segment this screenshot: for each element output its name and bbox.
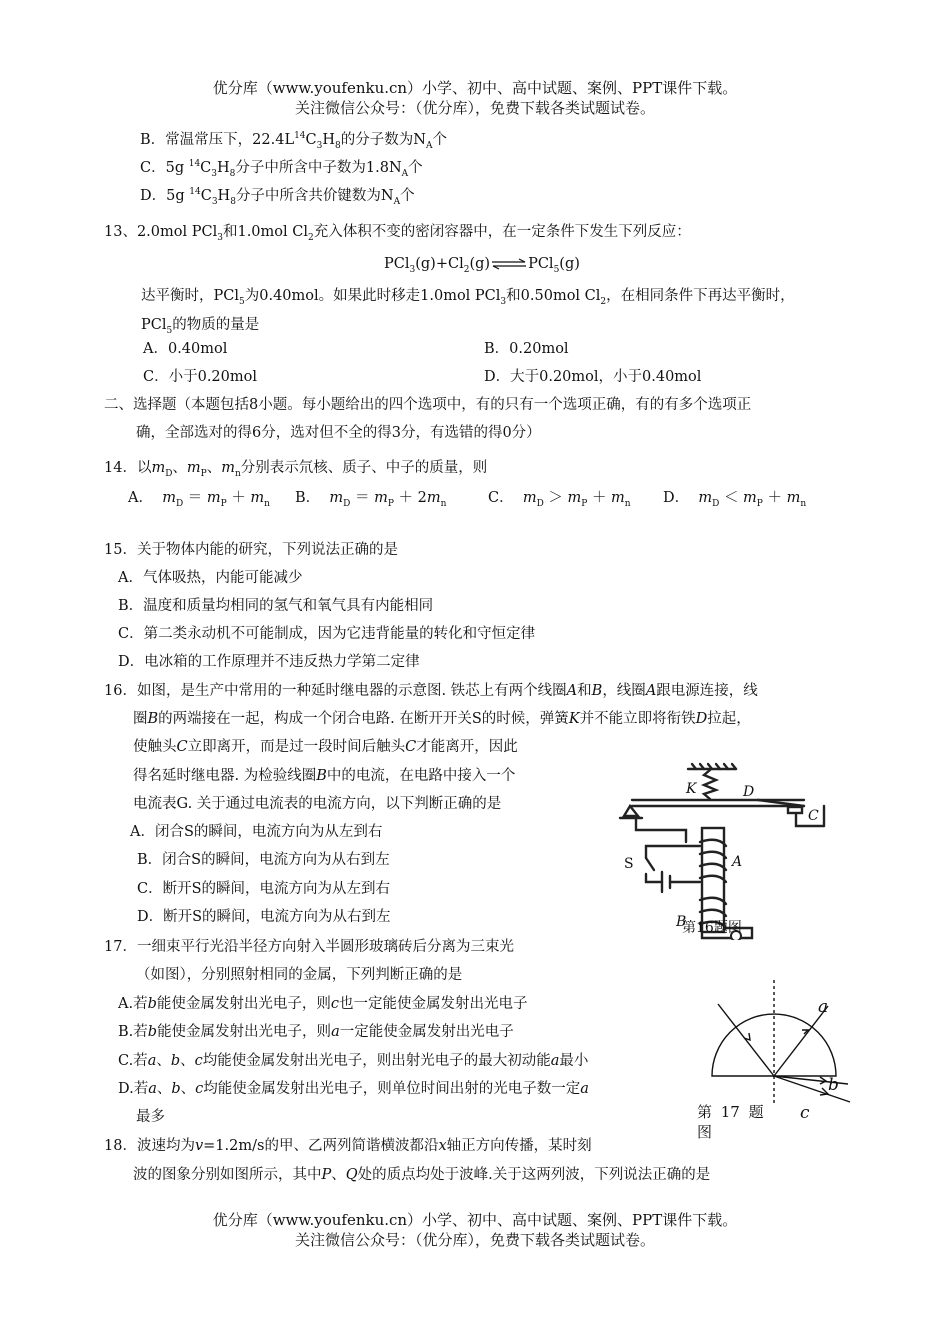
q16-option-a: A．闭合S的瞬间，电流方向为从左到右 [130, 824, 383, 840]
q13-option-a: A．0.40mol [143, 341, 228, 357]
q13-stem: 13、2.0mol PCl$_3$和1.0mol $Cl_2$充入体积不变的密闭容器中，在一定条件下发生下列反应： [104, 224, 691, 243]
q15-option-b: B．温度和质量均相同的氢气和氧气具有内能相同 [118, 598, 434, 614]
q16-line-4: 得名延时继电器. 为检验线圈B中的电流，在电路中接入一个 [133, 768, 516, 784]
q16-relay-diagram [618, 762, 832, 940]
fig17-label-c: c [800, 1103, 810, 1123]
q18-line-1: 18．波速均为v=1.2m/s的甲、乙两列简谐横波都沿x轴正方向传播，某时刻 [104, 1138, 592, 1154]
q13-line-2: 达平衡时，PCl$_5$为0.40mol。如果此时移走1.0mol PCl$_3$和0.50mol $Cl_2$，在相同条件下再达平衡时， [141, 288, 795, 307]
q15-option-d: D．电冰箱的工作原理并不违反热力学第二定律 [118, 654, 420, 670]
q17-option-a: A.若b能使金属发射出光电子，则c也一定能使金属发射出光电子 [118, 996, 528, 1012]
q15-option-a: A．气体吸热，内能可能减少 [118, 570, 303, 586]
header-line-2: 关注微信公众号：（优分库），免费下载各类试题试卷。 [294, 99, 655, 117]
fig17-label-b: b [828, 1075, 839, 1095]
fig16-label-c: C [808, 808, 819, 824]
q16-option-d: D．断开S的瞬间，电流方向为从右到左 [137, 909, 391, 925]
q14-option-a: A． $m_D = m_P + m_n$ [128, 490, 270, 509]
q17-option-c: C.若a、b、c均能使金属发射出光电子，则出射光电子的最大初动能a最小 [118, 1053, 589, 1069]
q17-line-2: （如图），分别照射相同的金属，下列判断正确的是 [136, 967, 463, 983]
q17-figure-caption-2: 图 [697, 1123, 713, 1141]
q17-line-1: 17．一细束平行光沿半径方向射入半圆形玻璃砖后分离为三束光 [104, 939, 514, 955]
equilibrium-arrow-icon [490, 258, 528, 270]
section-2-line-2: 确，全部选对的得6分，选对但不全的得3分，有选错的得0分） [136, 425, 541, 441]
q13-equation: $PCl_3(g)+Cl_2(g)$ PCl$_5$(g) [384, 256, 580, 275]
fig16-label-b: B [676, 914, 687, 930]
q16-line-5: 电流表G. 关于通过电流表的电流方向，以下判断正确的是 [133, 796, 502, 812]
section-2-line-1: 二、选择题（本题包括8小题。每小题给出的四个选项中，有的只有一个选项正确，有的有多个选项正 [104, 397, 752, 413]
q17-option-b: B.若b能使金属发射出光电子，则a一定能使金属发射出光电子 [118, 1024, 514, 1040]
q15-stem: 15．关于物体内能的研究，下列说法正确的是 [104, 542, 398, 558]
fig16-label-s: S [624, 856, 634, 872]
q16-option-b: B．闭合S的瞬间，电流方向为从右到左 [137, 852, 390, 868]
q12-option-c: C．5g $^{14}C_3H_8$分子中所含中子数为$1.8N_A$个 [140, 159, 423, 179]
q14-option-b: B． $m_D = m_P + 2m_n$ [295, 490, 447, 509]
q13-option-b: B．0.20mol [484, 341, 569, 357]
q14-option-d: D． $m_D < m_P + m_n$ [663, 490, 807, 509]
fig16-label-d: D [743, 784, 755, 800]
fig16-label-k: K [686, 781, 697, 797]
q12-option-b: B．常温常压下，$22.4L^{14}C_3H_8$的分子数为$N_A$个 [140, 131, 447, 151]
footer-line-1: 优分库（www.youfenku.cn）小学、初中、高中试题、案例、PPT课件下载。 [212, 1211, 738, 1229]
q13-option-c: C．小于0.20mol [143, 369, 257, 385]
q16-option-c: C．断开S的瞬间，电流方向为从左到右 [137, 881, 391, 897]
q17-option-d-cont: 最多 [136, 1109, 165, 1125]
q12-option-d: D．5g $^{14}C_3H_8$分子中所含共价键数为$N_A$个 [140, 187, 415, 207]
q13-option-d: D．大于0.20mol，小于0.40mol [484, 369, 702, 385]
q18-line-2: 波的图象分别如图所示，其中P、Q处的质点均处于波峰.关于这两列波，下列说法正确的是 [133, 1167, 711, 1183]
q16-figure-caption: 第16题图 [682, 920, 742, 936]
q16-line-3: 使触头C立即离开，而是过一段时间后触头C才能离开，因此 [133, 739, 518, 755]
q17-option-d: D.若a、b、c均能使金属发射出光电子，则单位时间出射的光电子数一定a [118, 1081, 589, 1097]
q14-stem: 14．以$m_D$、$m_P$、$m_n$分别表示氘核、质子、中子的质量，则 [104, 460, 488, 479]
fig16-label-a: A [732, 854, 743, 870]
q16-line-2: 圈B的两端接在一起，构成一个闭合电路. 在断开开关S的时候，弹簧K并不能立即将衔铁D拉起， [133, 711, 751, 727]
q17-figure-caption-1: 第 17 题 [697, 1103, 764, 1121]
fig17-label-a: a [818, 997, 829, 1017]
q14-option-c: C． $m_D > m_P + m_n$ [488, 490, 631, 509]
header-line-1: 优分库（www.youfenku.cn）小学、初中、高中试题、案例、PPT课件下载。 [212, 79, 738, 97]
q16-line-1: 16．如图，是生产中常用的一种延时继电器的示意图. 铁芯上有两个线圈A和B，线圈A跟电源连接，线 [104, 683, 758, 699]
q15-option-c: C．第二类永动机不可能制成，因为它违背能量的转化和守恒定律 [118, 626, 536, 642]
footer-line-2: 关注微信公众号：（优分库），免费下载各类试题试卷。 [294, 1231, 655, 1249]
q13-line-3: PCl$_5$的物质的量是 [141, 317, 260, 336]
